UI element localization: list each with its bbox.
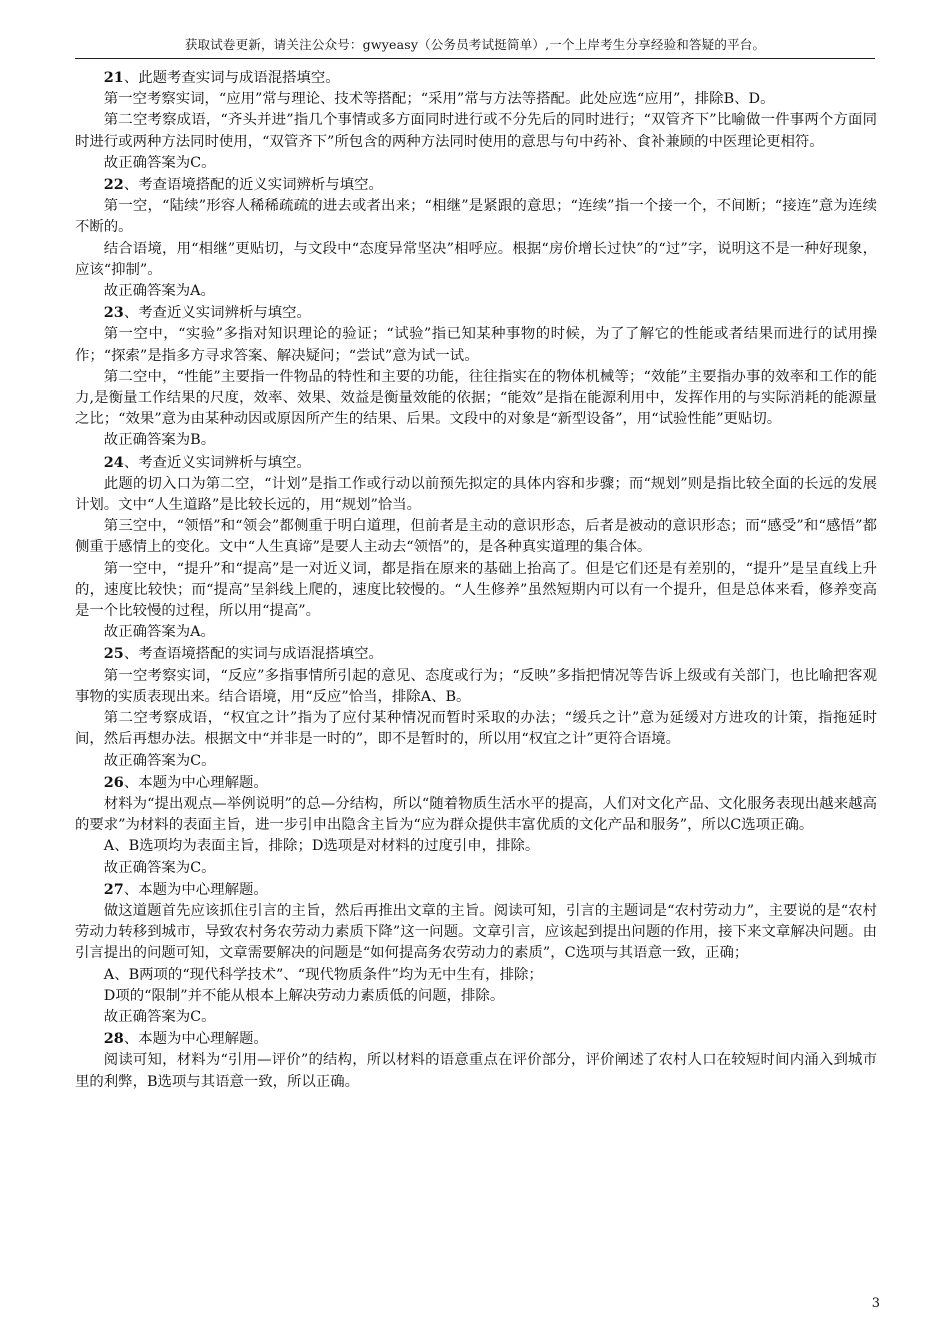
paragraph xyxy=(75,474,877,516)
paragraph-text: A、B两项的“现代科学技术”、“现代物质条件”均为无中生有，排除； xyxy=(103,966,543,983)
paragraph-text: 结合语境，用“相继”更贴切，与文段中“态度异常坚决”相呼应。根据“房价增长过快”的“过”字，说明这不是一种好现象，应该“抑制”。 xyxy=(75,240,877,278)
paragraph xyxy=(75,708,877,750)
paragraph xyxy=(75,430,877,451)
paragraph xyxy=(75,965,877,986)
paragraph-text: 第一空考察实词，“反应”多指事情所引起的意见、态度或行为；“反映”多指把情况等告诉上级或有关部门，也比喻把客观事物的实质表现出来。结合语境，用“反应”恰当，排除A、B。 xyxy=(75,667,877,705)
document-body xyxy=(75,67,877,1093)
paragraph xyxy=(75,239,877,281)
paragraph-text: 故正确答案为C。 xyxy=(103,859,216,876)
paragraph xyxy=(75,1050,877,1092)
paragraph xyxy=(75,559,877,623)
paragraph-text: 故正确答案为A。 xyxy=(103,624,215,641)
paragraph-text: 第二空考察成语，“齐头并进”指几个事情或多方面同时进行或不分先后的同时进行；“双管齐下”比喻做一件事两个方面同时进行或两种方法同时使用，“双管齐下”所包含的两种方法同时使用的意思与句中药补、食补兼顾的中医理论更相符。 xyxy=(75,112,877,150)
paragraph xyxy=(75,367,877,431)
question-heading xyxy=(75,1028,877,1050)
paragraph-text: 第一空考察实词，“应用”常与理论、技术等搭配；“采用”常与方法等搭配。此处应选“应用”，排除B、D。 xyxy=(103,91,775,108)
paragraph-text: A、B选项均为表面主旨，排除；D选项是对材料的过度引申，排除。 xyxy=(103,838,540,855)
paragraph-text: 第二空中，“性能”主要指一件物品的特性和主要的功能，往往指实在的物体机械等；“效能”主要指办事的效率和工作的能力,是衡量工作结果的尺度，效率、效果、效益是衡量效能的依据；“能效”是指在能源利用中，发挥作用的与实际消耗的能源量之比；“效果”意为由某种动因或原因所产生的结果、后果。文段中的对象是“新型设备”，用“试验性能”更贴切。 xyxy=(75,368,877,428)
paragraph-text: 、本题为中心理解题。 xyxy=(123,1031,268,1048)
paragraph xyxy=(75,751,877,772)
paragraph xyxy=(75,89,877,110)
question-number: 22 xyxy=(103,176,124,194)
question-heading xyxy=(75,879,877,901)
header-divider xyxy=(75,58,875,59)
question-number: 25 xyxy=(103,645,124,663)
paragraph xyxy=(75,324,877,366)
question-number: 21 xyxy=(103,69,124,86)
paragraph-text: 、考查近义实词辨析与填空。 xyxy=(123,454,311,471)
paragraph xyxy=(75,794,877,836)
paragraph xyxy=(75,666,877,708)
question-number: 28 xyxy=(103,1030,124,1048)
paragraph-text: 第三空中，“领悟”和“领会”都侧重于明白道理，但前者是主动的意识形态，后者是被动的意识形态；而“感受”和“感悟”都侧重于感情上的变化。文中“人生真谛”是要人主动去“领悟”的，是各种真实道理的集合体。 xyxy=(75,518,877,556)
paragraph-text: D项的“限制”并不能从根本上解决劳动力素质低的问题，排除。 xyxy=(103,987,505,1004)
paragraph xyxy=(75,986,877,1007)
paragraph xyxy=(75,110,877,152)
paragraph xyxy=(75,1007,877,1028)
paragraph xyxy=(75,281,877,302)
paragraph-text: 第一空中，“提升”和“提高”是一对近义词，都是指在原来的基础上抬高了。但是它们还是有差别的，“提升”是呈直线上升的，速度比较快；而“提高”呈斜线上爬的，速度比较慢的。“人生修养”虽然短期内可以有一个提升，但是总体来看，修养变高是一个比较慢的过程，所以用“提高”。 xyxy=(75,560,877,620)
paragraph-text: 、此题考查实词与成语混搭填空。 xyxy=(123,70,340,86)
question-heading xyxy=(75,772,877,794)
paragraph xyxy=(75,622,877,643)
paragraph-text: 、考查语境搭配的近义实词辨析与填空。 xyxy=(123,177,383,194)
paragraph-text: 故正确答案为B。 xyxy=(103,432,216,449)
question-number: 27 xyxy=(103,880,124,898)
paragraph xyxy=(75,836,877,857)
question-number: 23 xyxy=(103,304,124,322)
paragraph-text: 故正确答案为C。 xyxy=(103,752,216,769)
paragraph xyxy=(75,858,877,879)
question-heading xyxy=(75,302,877,324)
paragraph-text: 、本题为中心理解题。 xyxy=(123,774,268,791)
paragraph-text: 此题的切入口为第二空，“计划”是指工作或行动以前预先拟定的具体内容和步骤；而“规划”则是指比较全面的长远的发展计划。文中“人生道路”是比较长远的，用“规划”恰当。 xyxy=(75,475,877,514)
question-number: 26 xyxy=(103,773,124,791)
paragraph-text: 材料为“提出观点—举例说明”的总—分结构，所以“随着物质生活水平的提高，人们对文化产品、文化服务表现出越来越高的要求”为材料的表面主旨，进一步引申出隐含主旨为“应为群众提供丰富优质的文化产品和服务”，所以C选项正确。 xyxy=(75,795,877,834)
paragraph-text: 第一空，“陆续”形容人稀稀疏疏的进去或者出来；“相继”是紧跟的意思；“连续”指一个接一个，不间断；“接连”意为连续不断的。 xyxy=(75,198,877,236)
paragraph xyxy=(75,153,877,174)
paragraph-text: 故正确答案为C。 xyxy=(103,1008,216,1025)
question-number: 24 xyxy=(103,453,124,471)
paragraph-text: 、考查语境搭配的实词与成语混搭填空。 xyxy=(123,646,383,663)
question-heading xyxy=(75,67,877,89)
paragraph-text: 故正确答案为A。 xyxy=(103,283,215,300)
paragraph-text: 、考查近义实词辨析与填空。 xyxy=(123,305,311,322)
paragraph-text: 阅读可知，材料为“引用—评价”的结构，所以材料的语意重点在评价部分，评价阐述了农村人口在较短时间内涌入到城市里的利弊，B选项与其语意一致，所以正确。 xyxy=(75,1052,877,1090)
page-number: 3 xyxy=(871,1296,880,1311)
paragraph xyxy=(75,516,877,558)
paragraph-text: 做这道题首先应该抓住引言的主旨，然后再推出文章的主旨。阅读可知，引言的主题词是“农村劳动力”，主要说的是“农村劳动力转移到城市，导致农村务农劳动力素质下降”这一问题。文章引言，应该起到提出问题的作用，接下来文章解决问题。由引言提出的问题可知，文章需要解决的问题是“如何提高务农劳动力的素质”，C选项与其语意一致，正确； xyxy=(75,902,877,962)
paragraph-text: 故正确答案为C。 xyxy=(103,154,216,171)
paragraph-text: 、本题为中心理解题。 xyxy=(123,881,268,898)
question-heading xyxy=(75,643,877,665)
page-header: 获取试卷更新，请关注公众号：gwyeasy（公务员考试挺简单）,一个上岸考生分享经验和答疑的平台。 xyxy=(184,37,766,52)
paragraph-text: 第二空考察成语，“权宜之计”指为了应付某种情况而暂时采取的办法；“缓兵之计”意为延缓对方进攻的计策，指拖延时间，然后再想办法。根据文中“并非是一时的”，即不是暂时的，所以用“权宜之计”更符合语境。 xyxy=(75,710,877,748)
question-heading xyxy=(75,452,877,474)
paragraph xyxy=(75,901,877,965)
paragraph xyxy=(75,196,877,238)
paragraph-text: 第一空中，“实验”多指对知识理论的验证；“试验”指已知某种事物的时候，为了了解它的性能或者结果而进行的试用操作；“探索”是指多方寻求答案、解决疑问；“尝试”意为试一试。 xyxy=(75,326,877,364)
question-heading xyxy=(75,174,877,196)
